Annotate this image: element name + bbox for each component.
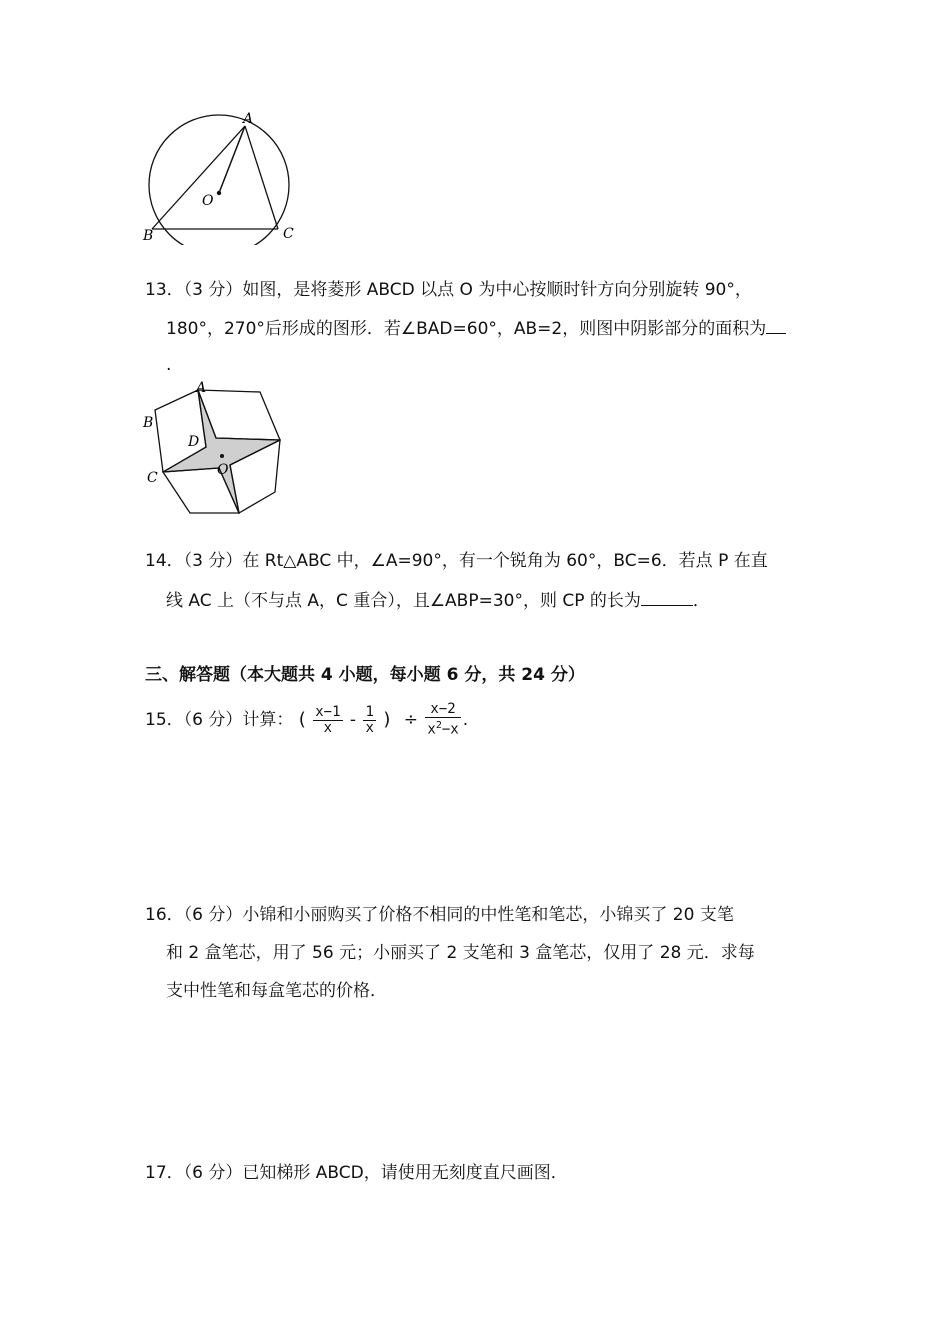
rhombus-rotation-figure xyxy=(135,380,295,525)
label-a: A xyxy=(243,111,254,127)
question-15-score: （6 分） xyxy=(183,710,243,730)
answer-blank-13 xyxy=(766,315,786,334)
fraction-x-minus-2-over-x-squared-minus-x xyxy=(425,702,460,738)
segment-ab xyxy=(152,126,245,229)
fraction-3-numerator: x−2 xyxy=(425,702,460,718)
question-16-text-2: 和 2 盒笔芯，用了 56 元；小丽买了 2 支笔和 3 盒笔芯，仅用了 28 元．求每 xyxy=(166,943,755,963)
segment-oa xyxy=(219,126,245,193)
label-c: C xyxy=(147,470,158,486)
question-17-number: 17． xyxy=(145,1163,184,1183)
question-13-text-2: 180°，270°后形成的图形．若∠BAD=60°，AB=2，则图中阴影部分的面积为 xyxy=(166,319,767,339)
label-b: B xyxy=(143,228,154,244)
question-13-text-3: . xyxy=(166,355,172,375)
fraction-3-den-rest: −x xyxy=(441,721,459,738)
question-14-text-3: ． xyxy=(692,591,710,611)
question-14-line1 xyxy=(145,549,768,573)
question-14-text-1: 在 Rt△ABC 中，∠A=90°，有一个锐角为 60°，BC=6．若点 P 在直 xyxy=(242,551,768,571)
question-16-line2 xyxy=(166,941,755,965)
fraction-3-denominator xyxy=(425,718,460,738)
minus-sign: - xyxy=(349,710,357,730)
fraction-3-den-base: x xyxy=(427,721,436,738)
label-c: C xyxy=(283,226,294,242)
section-3-heading: 三、解答题（本大题共 4 小题，每小题 6 分，共 24 分） xyxy=(145,665,585,685)
question-15-end: . xyxy=(462,710,469,730)
paren-open: ( xyxy=(298,709,306,730)
circle-o xyxy=(149,115,289,245)
shaded-star-region xyxy=(163,390,280,513)
answer-blank-14 xyxy=(641,587,693,606)
center-point-o xyxy=(217,191,221,195)
question-16-score: （6 分） xyxy=(183,905,243,925)
label-a: A xyxy=(196,380,207,396)
question-13-line3 xyxy=(166,353,171,377)
question-15-number: 15． xyxy=(145,710,184,730)
fraction-1-numerator: x−1 xyxy=(315,703,341,720)
question-13-line1 xyxy=(145,278,752,302)
question-16-number: 16． xyxy=(145,905,184,925)
question-17-text-1: 已知梯形 ABCD，请使用无刻度直尺画图． xyxy=(242,1163,568,1183)
question-13-score: （3 分） xyxy=(183,280,243,300)
fraction-1-denominator: x xyxy=(323,719,333,736)
question-16-text-1: 小锦和小丽购买了价格不相同的中性笔和笔芯，小锦买了 20 支笔 xyxy=(242,905,734,925)
question-13-text-1: 如图，是将菱形 ABCD 以点 O 为中心按顺时针方向分别旋转 90°， xyxy=(242,280,752,300)
question-13-number: 13． xyxy=(145,280,184,300)
fraction-3-den-exponent: 2 xyxy=(435,720,442,732)
label-b: B xyxy=(143,415,154,431)
question-16-text-3: 支中性笔和每盒笔芯的价格． xyxy=(166,981,387,1001)
question-16-line1 xyxy=(145,903,734,927)
question-14-text-2: 线 AC 上（不与点 A，C 重合），且∠ABP=30°，则 CP 的长为 xyxy=(166,591,641,611)
fraction-x-minus-1-over-x xyxy=(313,705,342,736)
question-15 xyxy=(145,700,468,740)
label-d: D xyxy=(188,434,200,450)
question-17-score: （6 分） xyxy=(183,1163,243,1183)
fraction-1-over-x xyxy=(363,705,375,736)
fraction-2-denominator: x xyxy=(365,719,374,736)
question-15-prompt: 计算： xyxy=(242,710,294,730)
question-14-number: 14． xyxy=(145,551,184,571)
center-point-o xyxy=(220,454,224,458)
fraction-2-numerator: 1 xyxy=(365,703,374,720)
divide-sign: ÷ xyxy=(403,710,418,730)
question-13-line2 xyxy=(166,315,786,341)
circle-triangle-figure xyxy=(135,110,305,245)
label-o: O xyxy=(217,462,229,478)
paren-close: ) xyxy=(383,709,391,730)
question-14-score: （3 分） xyxy=(183,551,243,571)
label-o: O xyxy=(202,193,214,209)
question-17-line1 xyxy=(145,1161,568,1185)
question-14-line2 xyxy=(166,587,710,613)
question-16-line3 xyxy=(166,979,387,1003)
